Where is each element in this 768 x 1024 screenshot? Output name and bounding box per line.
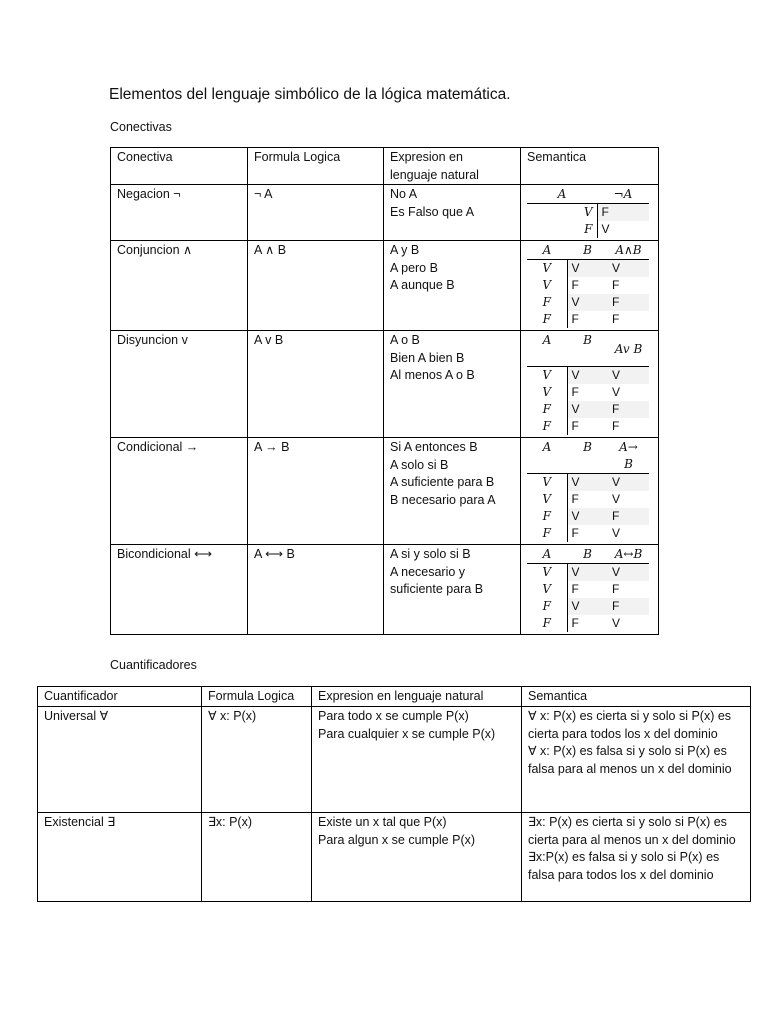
header-cell: Expresion en lenguaje natural bbox=[384, 148, 521, 185]
quantifiers-table bbox=[37, 686, 751, 902]
quantifier-formula: ∃x: P(x) bbox=[202, 813, 312, 902]
table-row bbox=[111, 331, 659, 438]
quantifier-name: Existencial ∃ bbox=[38, 813, 202, 902]
truth-table: A ¬A V F F V bbox=[527, 186, 649, 238]
connective-name: Condicional → bbox=[111, 438, 248, 545]
connective-natural: Si A entonces B A solo si B A suficiente para B B necesario para A bbox=[384, 438, 521, 545]
truth-table: A B Av B V V V V F V F V F F F F bbox=[527, 332, 649, 435]
table-row bbox=[111, 438, 659, 545]
connective-formula: A → B bbox=[248, 438, 384, 545]
connective-natural: A si y solo si B A necesario y suficiente para B bbox=[384, 545, 521, 635]
quantifier-semantics: ∀ x: P(x) es cierta si y solo si P(x) es cierta para todos los x del dominio ∀ x: P(x) es falsa si y solo si P(x) es falsa para al menos un x del dominio bbox=[522, 707, 751, 813]
connectives-table bbox=[110, 147, 659, 635]
connective-semantics bbox=[521, 331, 659, 438]
connective-semantics bbox=[521, 241, 659, 331]
table-row bbox=[111, 545, 659, 635]
connective-formula: A ∧ B bbox=[248, 241, 384, 331]
connective-name: Disyuncion v bbox=[111, 331, 248, 438]
header-cell: Cuantificador bbox=[38, 687, 202, 707]
truth-table: A B A∧B V V V V F F F V F F F F bbox=[527, 242, 649, 328]
table-row bbox=[111, 185, 659, 241]
connective-semantics bbox=[521, 545, 659, 635]
header-cell: Expresion en lenguaje natural bbox=[312, 687, 522, 707]
header-cell: Formula Logica bbox=[248, 148, 384, 185]
table-row bbox=[38, 813, 751, 902]
quantifiers-header-row bbox=[38, 687, 751, 707]
connective-natural: A o B Bien A bien B Al menos A o B bbox=[384, 331, 521, 438]
quantifier-natural: Existe un x tal que P(x) Para algun x se cumple P(x) bbox=[312, 813, 522, 902]
connective-semantics bbox=[521, 438, 659, 545]
quantifiers-heading: Cuantificadores bbox=[110, 658, 197, 672]
truth-table: A B A→ B V V V V F V F V F F F V bbox=[527, 439, 649, 542]
page-title: Elementos del lenguaje simbólico de la lógica matemática. bbox=[109, 86, 511, 103]
connective-name: Bicondicional ⟷ bbox=[111, 545, 248, 635]
connective-natural: A y B A pero B A aunque B bbox=[384, 241, 521, 331]
connective-natural: No A Es Falso que A bbox=[384, 185, 521, 241]
quantifier-name: Universal ∀ bbox=[38, 707, 202, 813]
quantifier-semantics: ∃x: P(x) es cierta si y solo si P(x) es cierta para al menos un x del dominio ∃x:P(x) es falsa si y solo si P(x) es falsa para todos los x del dominio bbox=[522, 813, 751, 902]
quantifier-formula: ∀ x: P(x) bbox=[202, 707, 312, 813]
header-cell: Semantica bbox=[522, 687, 751, 707]
connective-formula: ¬ A bbox=[248, 185, 384, 241]
table-row bbox=[38, 707, 751, 813]
connectives-heading: Conectivas bbox=[110, 120, 172, 134]
header-cell: Semantica bbox=[521, 148, 659, 185]
connective-formula: A ⟷ B bbox=[248, 545, 384, 635]
truth-table: A B A↔B V V V V F F F V F F F V bbox=[527, 546, 649, 632]
connective-semantics bbox=[521, 185, 659, 241]
quantifier-natural: Para todo x se cumple P(x) Para cualquier x se cumple P(x) bbox=[312, 707, 522, 813]
header-cell: Conectiva bbox=[111, 148, 248, 185]
connective-name: Negacion ¬ bbox=[111, 185, 248, 241]
connectives-header-row bbox=[111, 148, 659, 185]
connective-name: Conjuncion ∧ bbox=[111, 241, 248, 331]
header-cell: Formula Logica bbox=[202, 687, 312, 707]
connective-formula: A v B bbox=[248, 331, 384, 438]
table-row bbox=[111, 241, 659, 331]
